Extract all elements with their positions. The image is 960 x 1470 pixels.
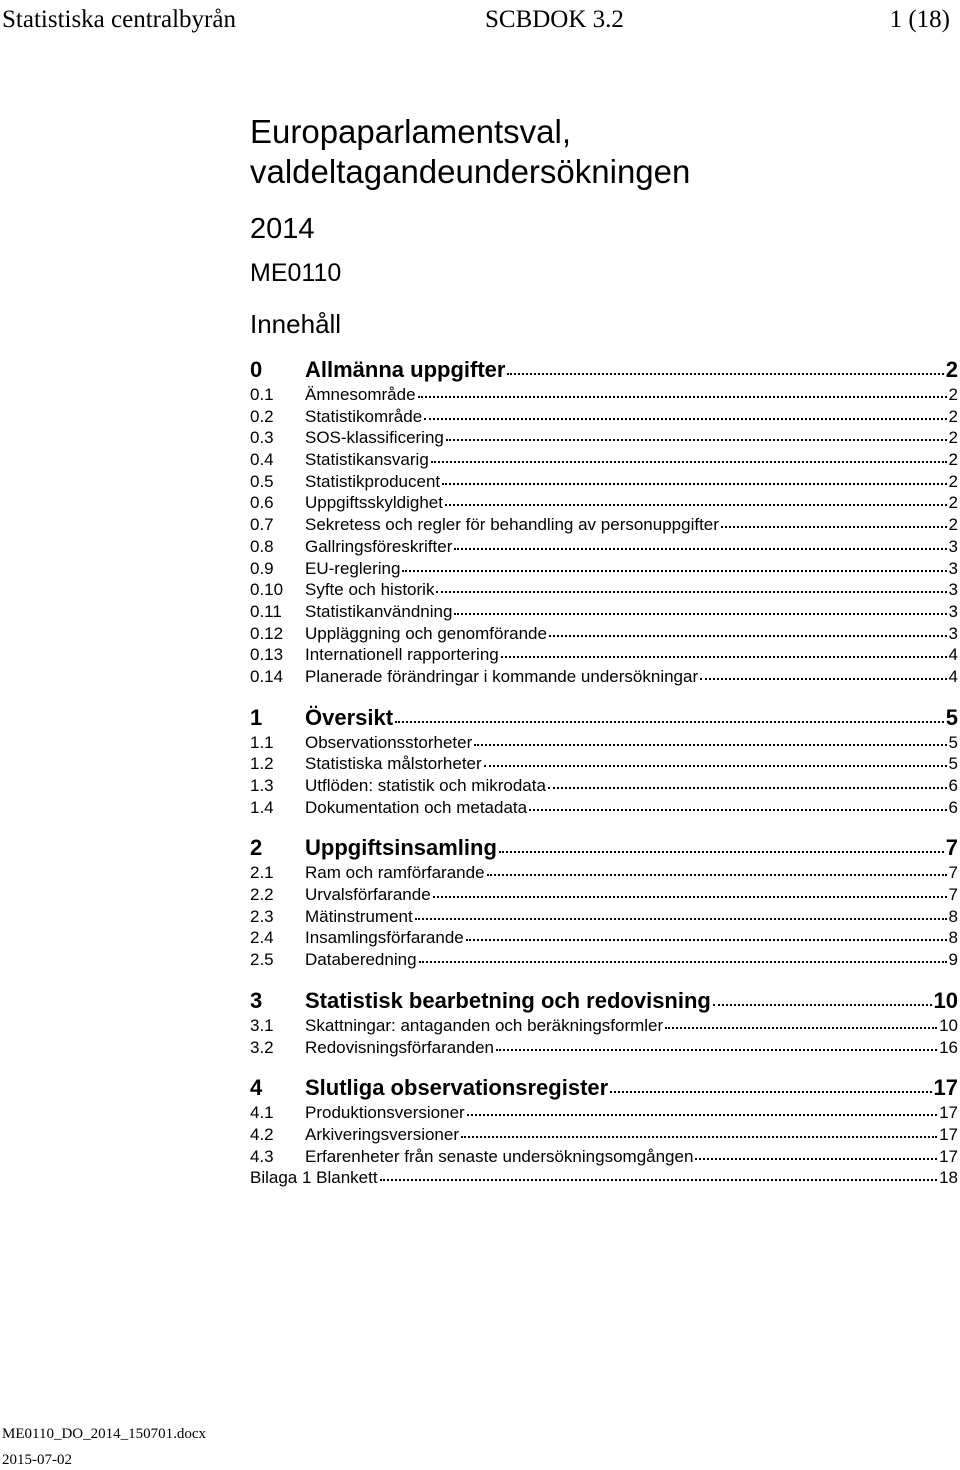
toc-heading: Innehåll (250, 309, 342, 339)
toc-leader (454, 548, 946, 550)
toc-text: Urvalsförfarande (305, 885, 431, 905)
toc-text: Observationsstorheter (305, 732, 473, 752)
toc-page: 10 (933, 987, 958, 1013)
toc-text: SOS-klassificering (305, 428, 444, 448)
toc-text: Statistikanvändning (305, 601, 453, 621)
toc-text: Statistisk bearbetning och redovisning (305, 987, 711, 1013)
toc-entry-0-5[interactable] (250, 471, 958, 493)
toc-leader (424, 418, 946, 420)
toc-entry-0-4[interactable] (250, 449, 958, 471)
toc-page: 3 (948, 580, 958, 600)
toc-entry-0-2[interactable] (250, 406, 958, 428)
toc-page: 7 (948, 885, 958, 905)
toc-entry-2-5[interactable] (250, 949, 958, 971)
toc-text: Statistikproducent (305, 471, 441, 491)
toc-entry-0-7[interactable] (250, 514, 958, 536)
toc-number: 4 (250, 1075, 263, 1101)
toc-text: Syfte och historik (305, 580, 435, 600)
toc-text: Ämnesområde (305, 385, 416, 404)
toc-leader (380, 1179, 937, 1181)
toc-text: EU-reglering (305, 558, 401, 578)
toc-leader (436, 591, 946, 593)
toc-section-4[interactable] (250, 1074, 958, 1102)
toc-page: 2 (948, 515, 958, 535)
toc-number: 4.1 (250, 1103, 274, 1123)
toc-page: 17 (939, 1103, 958, 1123)
toc-number: 0.10 (250, 580, 284, 600)
toc-number: 0.2 (250, 406, 274, 426)
toc-number: 0.13 (250, 645, 284, 665)
toc-leader (499, 851, 944, 853)
toc-leader (549, 635, 947, 637)
toc-text: Uppgiftsinsamling (305, 835, 497, 861)
section-gap (250, 818, 958, 834)
toc-leader (501, 656, 947, 658)
toc-number: 3 (250, 987, 263, 1013)
toc-entry-0-10[interactable] (250, 579, 958, 601)
toc-text: Insamlingsförfarande (305, 928, 464, 948)
toc-leader (529, 809, 946, 811)
toc-number: 0.7 (250, 515, 274, 535)
toc-leader (484, 765, 947, 767)
toc-text: Arkiveringsversioner (305, 1124, 459, 1144)
document-year: 2014 (250, 213, 315, 245)
toc-number: 2.4 (250, 928, 274, 948)
toc-text: Allmänna uppgifter (305, 357, 506, 382)
toc-page: 8 (948, 906, 958, 926)
toc-number: 0 (250, 357, 263, 382)
toc-leader (446, 439, 947, 441)
footer-date: 2015-07-02 (2, 1452, 72, 1468)
toc-page: 7 (945, 835, 958, 861)
toc-page: 6 (948, 776, 958, 795)
toc-text: Erfarenheter från senaste undersökningsomgången (305, 1146, 694, 1166)
section-gap (250, 688, 958, 704)
toc-entry-2-1[interactable] (250, 862, 958, 884)
toc-number: 3.2 (250, 1037, 274, 1057)
toc-leader (665, 1027, 937, 1029)
footer-filename: ME0110_DO_2014_150701.docx (2, 1426, 207, 1442)
toc-entry-3-2[interactable] (250, 1037, 958, 1059)
toc-leader (695, 1158, 937, 1160)
toc-entry-4-2[interactable] (250, 1124, 958, 1146)
toc-page: 3 (948, 601, 958, 621)
toc-text: Uppläggning och genomförande (305, 623, 547, 643)
section-gap (250, 971, 958, 987)
toc-text: Redovisningsförfaranden (305, 1037, 495, 1057)
toc-entry-4-1[interactable] (250, 1102, 958, 1124)
toc-page: 17 (933, 1075, 958, 1101)
toc-entry-2-3[interactable] (250, 906, 958, 928)
toc-leader (713, 1004, 932, 1006)
toc-section-0[interactable] (250, 356, 958, 384)
toc-page: 4 (948, 666, 958, 686)
toc-text: Mätinstrument (305, 906, 413, 926)
toc-page: 10 (939, 1015, 958, 1035)
toc-text: Skattningar: antaganden och beräkningsformler (305, 1015, 664, 1035)
toc-number: 1.2 (250, 754, 274, 774)
toc-number: 1.1 (250, 732, 274, 752)
toc-number: 0.14 (250, 666, 284, 686)
toc-leader (415, 918, 947, 920)
toc-number: 1 (250, 704, 263, 730)
toc-leader (433, 896, 947, 898)
toc-page: 16 (939, 1037, 958, 1057)
toc-leader (454, 613, 946, 615)
toc-number: 0.9 (250, 558, 274, 578)
toc-entry-0-1[interactable] (250, 384, 958, 406)
toc-leader (442, 483, 946, 485)
toc-leader (548, 787, 947, 789)
toc-page: 3 (948, 558, 958, 578)
toc-number: 2.1 (250, 863, 274, 883)
toc-entry-3-1[interactable] (250, 1015, 958, 1037)
toc-text: Sekretess och regler för behandling av personuppgifter (305, 515, 719, 535)
toc-leader (721, 526, 947, 528)
toc-page: 2 (948, 385, 958, 404)
toc-entry-0-9[interactable] (250, 558, 958, 580)
toc-page: 5 (948, 754, 958, 774)
toc-number: 0.6 (250, 493, 274, 513)
toc-number: 1.3 (250, 776, 274, 795)
toc-text: Statistikansvarig (305, 450, 429, 470)
toc-number: 0.4 (250, 450, 274, 470)
toc-page: 17 (939, 1146, 958, 1166)
document-body (250, 112, 958, 1189)
toc-leader (402, 570, 946, 572)
toc-entry-0-14[interactable] (250, 666, 958, 688)
toc-entry-2-4[interactable] (250, 927, 958, 949)
toc-text: Planerade förändringar i kommande undersökningar (305, 666, 699, 686)
toc-entry-appendix-1[interactable] (250, 1167, 958, 1189)
title-line-1: Europaparlamentsval, (250, 113, 572, 150)
toc-page: 5 (945, 704, 958, 730)
toc-number: 0.3 (250, 428, 274, 448)
toc-section-2[interactable] (250, 834, 958, 862)
toc-text: Dokumentation och metadata (305, 797, 528, 817)
toc-number: 4.2 (250, 1124, 274, 1144)
header-organization: Statistiska centralbyrån (2, 6, 236, 33)
toc-page: 2 (948, 493, 958, 513)
toc-leader (461, 1136, 937, 1138)
toc-page: 2 (948, 406, 958, 426)
toc-number: 4.3 (250, 1146, 274, 1166)
toc-entry-1-3[interactable] (250, 775, 958, 797)
toc-number: 1.4 (250, 797, 274, 817)
header-page-number: 1 (18) (889, 6, 950, 33)
product-code: ME0110 (250, 259, 342, 287)
toc-leader (466, 939, 947, 941)
toc-leader (467, 1114, 937, 1116)
toc-leader (496, 1049, 937, 1051)
toc-entry-0-3[interactable] (250, 427, 958, 449)
toc-entry-0-12[interactable] (250, 623, 958, 645)
title-line-2: valdeltagandeundersökningen (250, 153, 691, 190)
toc-entry-2-2[interactable] (250, 884, 958, 906)
toc-number: 0.8 (250, 536, 274, 556)
toc-number: 2 (250, 835, 263, 861)
toc-number: 0.11 (250, 601, 282, 621)
toc-page: 3 (948, 536, 958, 556)
toc-page: 18 (939, 1168, 958, 1188)
toc-section-3[interactable] (250, 987, 958, 1015)
toc-leader (507, 373, 943, 375)
toc-number: 0.12 (250, 623, 284, 643)
toc-page: 2 (948, 428, 958, 448)
toc-text: Översikt (305, 704, 394, 730)
toc-page: 7 (948, 863, 958, 883)
toc-number: 2.3 (250, 906, 274, 926)
toc-text: Uppgiftsskyldighet (305, 493, 443, 513)
page-header (0, 2, 960, 42)
toc-leader (474, 744, 946, 746)
header-document-type: SCBDOK 3.2 (485, 6, 624, 33)
toc-number: 0.5 (250, 471, 274, 491)
toc-number: 2.2 (250, 885, 274, 905)
toc-page: 5 (948, 732, 958, 752)
toc-page: 9 (948, 950, 958, 970)
toc-text: Databeredning (305, 950, 417, 970)
toc-page: 3 (948, 623, 958, 643)
toc-page: 8 (948, 928, 958, 948)
toc-entry-4-3[interactable] (250, 1146, 958, 1168)
toc-entry-0-11[interactable] (250, 601, 958, 623)
toc-number: 3.1 (250, 1015, 274, 1035)
toc-leader (419, 961, 947, 963)
toc-entry-1-2[interactable] (250, 753, 958, 775)
toc-page: 4 (948, 645, 958, 665)
document-title (250, 112, 958, 192)
toc-text: Ram och ramförfarande (305, 863, 485, 883)
toc-page: 2 (948, 450, 958, 470)
toc-number: 0.1 (250, 385, 274, 404)
toc-text: Statistiska målstorheter (305, 754, 482, 774)
toc-leader (700, 678, 946, 680)
toc-number: 2.5 (250, 950, 274, 970)
toc-leader (610, 1091, 931, 1093)
toc-page: 2 (945, 357, 958, 382)
toc-leader (431, 461, 947, 463)
toc-entry-0-13[interactable] (250, 644, 958, 666)
toc-leader (418, 396, 947, 398)
toc-text: Utflöden: statistik och mikrodata (305, 776, 546, 795)
toc-page: 17 (939, 1124, 958, 1144)
toc-text: Statistikområde (305, 406, 423, 426)
toc-text: Internationell rapportering (305, 645, 499, 665)
toc-text: Slutliga observationsregister (305, 1075, 609, 1101)
section-gap (250, 1058, 958, 1074)
toc-page: 2 (948, 471, 958, 491)
table-of-contents (250, 356, 958, 1189)
toc-section-1[interactable] (250, 704, 958, 732)
toc-page: 6 (948, 797, 958, 817)
toc-entry-1-1[interactable] (250, 732, 958, 754)
toc-entry-1-4[interactable] (250, 797, 958, 819)
toc-entry-0-8[interactable] (250, 536, 958, 558)
toc-text: Produktionsversioner (305, 1103, 465, 1123)
toc-text: Bilaga 1 Blankett (250, 1168, 378, 1188)
toc-entry-0-6[interactable] (250, 492, 958, 514)
toc-leader (395, 721, 944, 723)
toc-leader (445, 504, 947, 506)
toc-leader (487, 874, 947, 876)
toc-text: Gallringsföreskrifter (305, 536, 453, 556)
